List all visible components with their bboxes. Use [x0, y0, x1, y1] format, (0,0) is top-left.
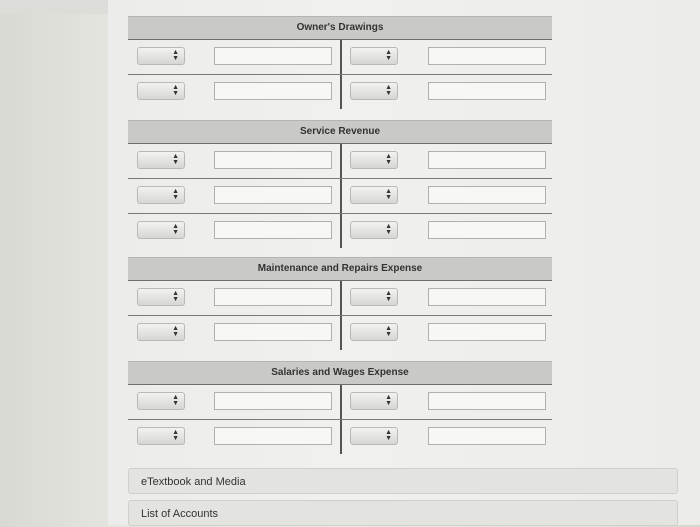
t-account-title: Salaries and Wages Expense [128, 361, 552, 385]
up-down-arrows-icon: ▲ ▼ [172, 325, 179, 338]
up-down-arrows-icon: ▲ ▼ [172, 223, 179, 236]
debit-amount-input[interactable] [214, 392, 332, 410]
t-account-row [128, 316, 552, 350]
up-down-arrows-icon: ▲ ▼ [385, 49, 392, 62]
t-account-body [128, 281, 552, 350]
t-account-maintenance-repairs [128, 257, 552, 350]
up-down-arrows-icon: ▲ ▼ [385, 325, 392, 338]
up-down-arrows-icon: ▲ ▼ [385, 223, 392, 236]
debit-account-select[interactable] [137, 186, 185, 204]
debit-amount-input[interactable] [214, 221, 332, 239]
t-account-row [128, 420, 552, 454]
debit-account-select[interactable] [137, 288, 185, 306]
credit-amount-input[interactable] [428, 186, 546, 204]
up-down-arrows-icon: ▲ ▼ [172, 188, 179, 201]
t-account-row [128, 281, 552, 316]
credit-account-select[interactable] [350, 427, 398, 445]
credit-amount-input[interactable] [428, 221, 546, 239]
t-account-row [128, 214, 552, 248]
credit-amount-input[interactable] [428, 288, 546, 306]
debit-account-select[interactable] [137, 47, 185, 65]
t-account-title: Maintenance and Repairs Expense [128, 257, 552, 281]
debit-amount-input[interactable] [214, 47, 332, 65]
debit-amount-input[interactable] [214, 151, 332, 169]
up-down-arrows-icon: ▲ ▼ [385, 290, 392, 303]
up-down-arrows-icon: ▲ ▼ [385, 429, 392, 442]
credit-amount-input[interactable] [428, 151, 546, 169]
up-down-arrows-icon: ▲ ▼ [172, 429, 179, 442]
credit-account-select[interactable] [350, 221, 398, 239]
t-account-service-revenue [128, 120, 552, 248]
credit-amount-input[interactable] [428, 392, 546, 410]
list-of-accounts-link[interactable]: List of Accounts [128, 500, 678, 526]
t-account-row [128, 40, 552, 75]
up-down-arrows-icon: ▲ ▼ [385, 188, 392, 201]
up-down-arrows-icon: ▲ ▼ [172, 290, 179, 303]
debit-amount-input[interactable] [214, 186, 332, 204]
t-account-owners-drawings [128, 16, 552, 109]
t-account-row [128, 144, 552, 179]
up-down-arrows-icon: ▲ ▼ [385, 394, 392, 407]
debit-account-select[interactable] [137, 221, 185, 239]
credit-account-select[interactable] [350, 186, 398, 204]
up-down-arrows-icon: ▲ ▼ [172, 153, 179, 166]
credit-account-select[interactable] [350, 47, 398, 65]
up-down-arrows-icon: ▲ ▼ [385, 84, 392, 97]
credit-amount-input[interactable] [428, 323, 546, 341]
debit-account-select[interactable] [137, 323, 185, 341]
up-down-arrows-icon: ▲ ▼ [172, 49, 179, 62]
t-account-row [128, 385, 552, 420]
credit-account-select[interactable] [350, 151, 398, 169]
t-account-body [128, 385, 552, 454]
t-account-title: Service Revenue [128, 120, 552, 144]
t-account-body [128, 144, 552, 248]
debit-amount-input[interactable] [214, 82, 332, 100]
credit-account-select[interactable] [350, 82, 398, 100]
credit-amount-input[interactable] [428, 427, 546, 445]
debit-account-select[interactable] [137, 82, 185, 100]
credit-account-select[interactable] [350, 392, 398, 410]
etextbook-media-link[interactable]: eTextbook and Media [128, 468, 678, 494]
t-account-title: Owner's Drawings [128, 16, 552, 40]
debit-amount-input[interactable] [214, 288, 332, 306]
up-down-arrows-icon: ▲ ▼ [385, 153, 392, 166]
up-down-arrows-icon: ▲ ▼ [172, 394, 179, 407]
credit-account-select[interactable] [350, 288, 398, 306]
t-account-body [128, 40, 552, 109]
t-account-salaries-wages [128, 361, 552, 454]
credit-amount-input[interactable] [428, 47, 546, 65]
debit-amount-input[interactable] [214, 427, 332, 445]
up-down-arrows-icon: ▲ ▼ [172, 84, 179, 97]
debit-account-select[interactable] [137, 392, 185, 410]
t-account-row [128, 179, 552, 214]
credit-amount-input[interactable] [428, 82, 546, 100]
debit-account-select[interactable] [137, 427, 185, 445]
debit-amount-input[interactable] [214, 323, 332, 341]
debit-account-select[interactable] [137, 151, 185, 169]
t-account-row [128, 75, 552, 109]
credit-account-select[interactable] [350, 323, 398, 341]
